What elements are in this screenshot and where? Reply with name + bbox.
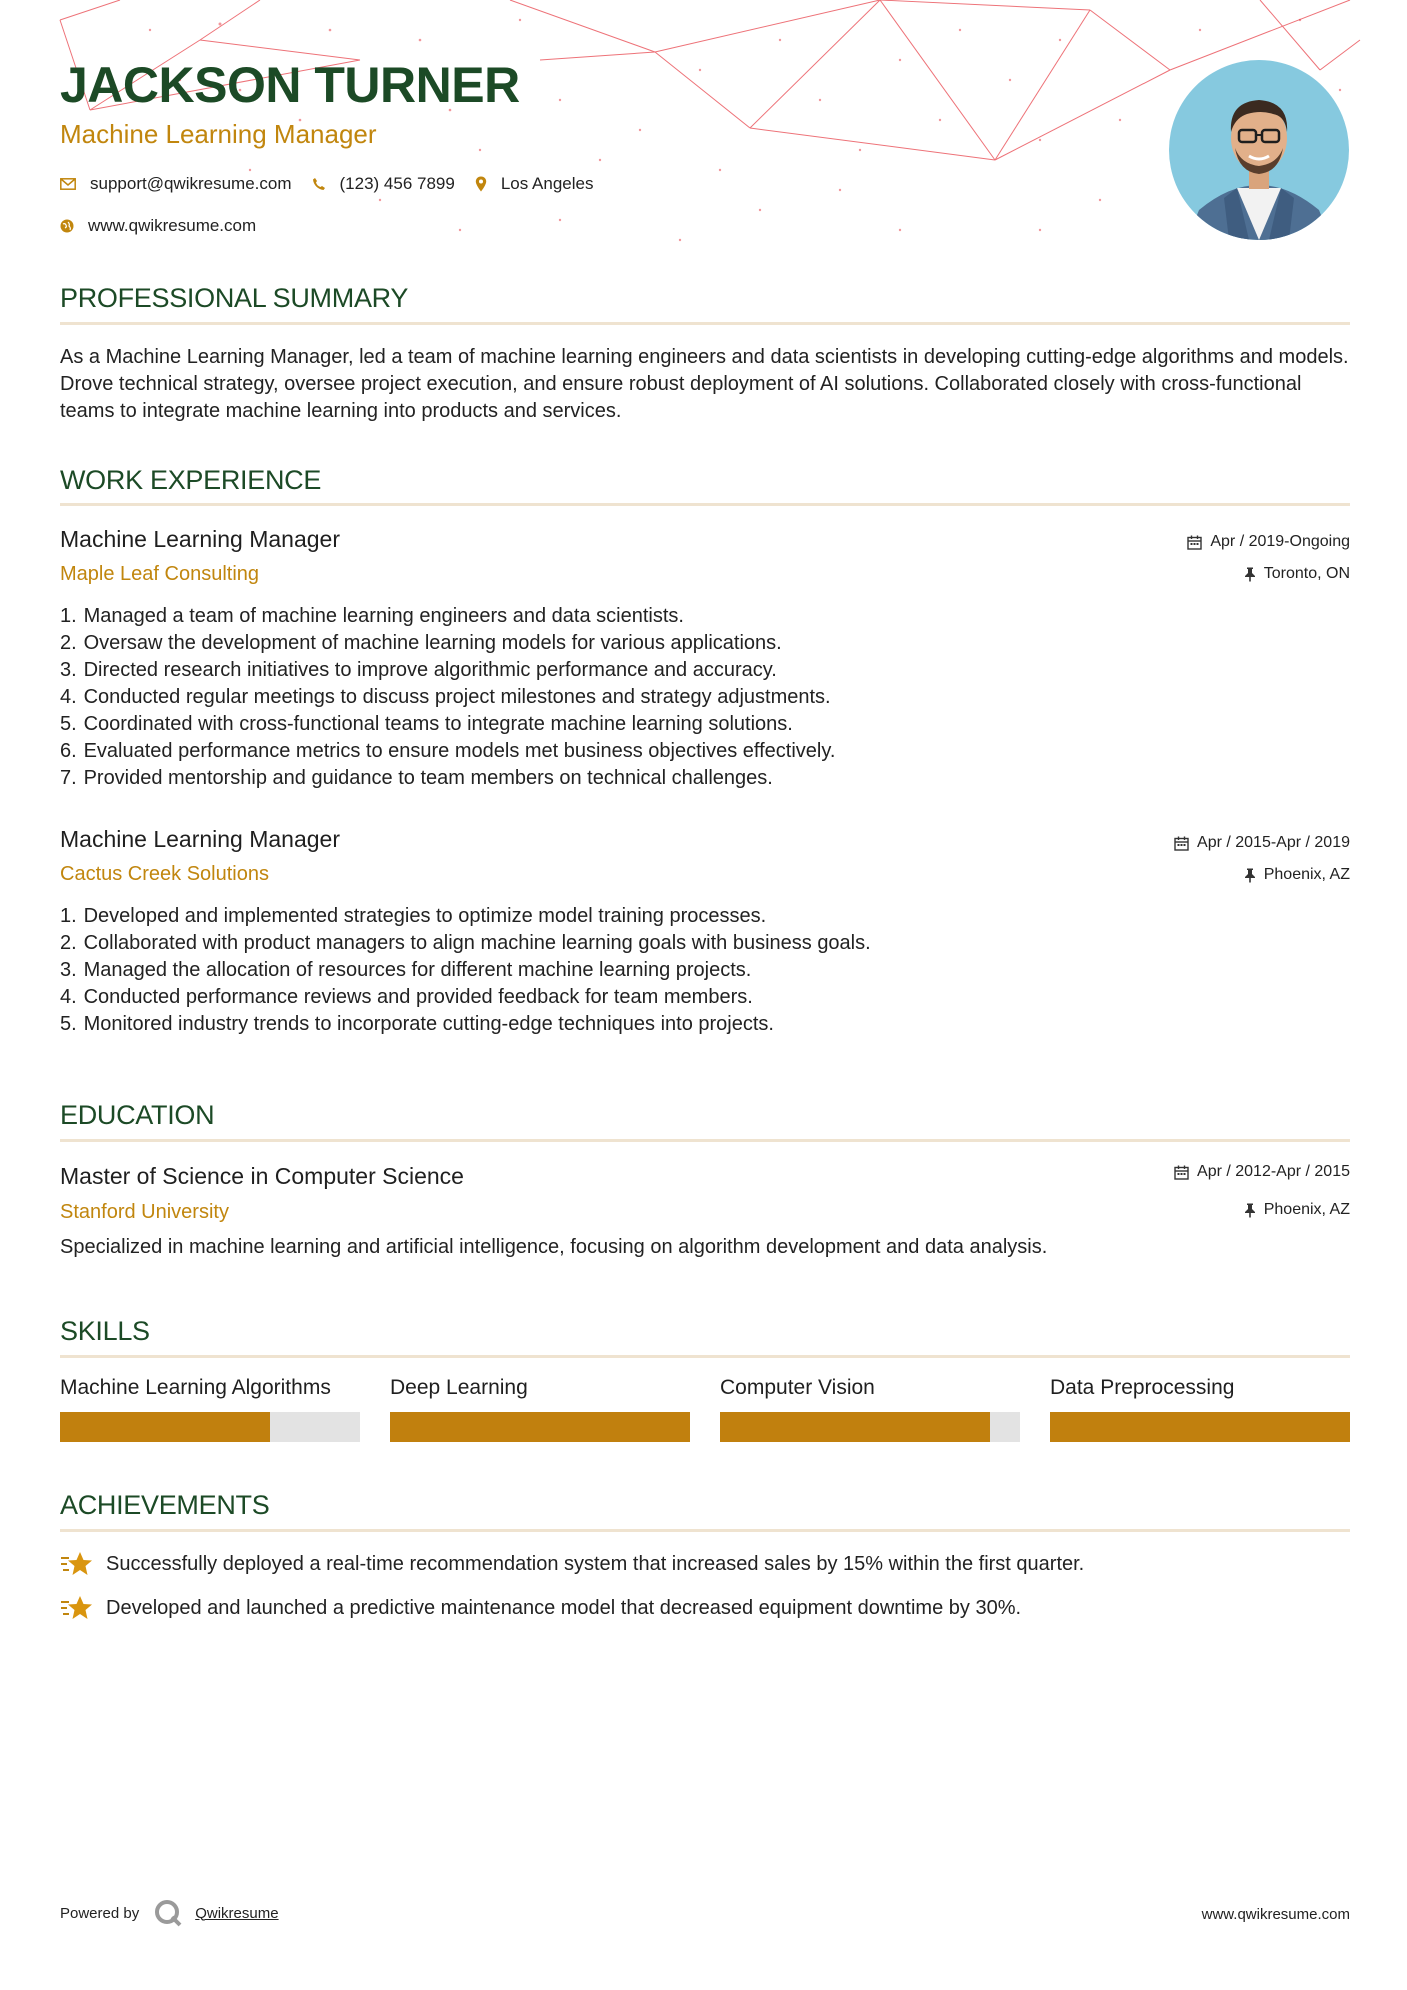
job-1-company: Maple Leaf Consulting [60,563,260,585]
phone-contact[interactable] [312,174,455,194]
powered-by-label: Powered by [60,1904,140,1922]
skill-bar-track [720,1412,1020,1442]
job-1-location [1244,565,1350,583]
skill-label: Machine Learning Algorithms [60,1376,331,1399]
achievements-heading: ACHIEVEMENTS [60,1490,270,1520]
list-item: 5. Monitored industry trends to incorporate cutting-edge techniques into projects. [60,1013,774,1035]
footer-website[interactable]: www.qwikresume.com [1201,1906,1350,1923]
skill-bar-fill [720,1412,990,1442]
job-2-title: Machine Learning Manager [60,826,341,852]
education-heading: EDUCATION [60,1100,215,1130]
experience-heading: WORK EXPERIENCE [60,465,322,495]
education-degree: Master of Science in Computer Science [60,1163,464,1189]
skill-label: Deep Learning [390,1376,528,1399]
education-dates [1174,1163,1350,1181]
job-2-company: Cactus Creek Solutions [60,863,269,885]
list-item: 2. Collaborated with product managers to align machine learning goals with business goals. [60,932,871,954]
achievement-text: Developed and launched a predictive maintenance model that decreased equipment downtime by 30%. [106,1596,1022,1619]
calendar-icon [1174,1165,1189,1180]
job-1-location-text: Toronto, ON [1263,565,1350,582]
map-pin-icon [475,176,487,192]
list-item: 3. Directed research initiatives to improve algorithmic performance and accuracy. [60,659,777,681]
education-dates-text: Apr / 2012-Apr / 2015 [1197,1163,1350,1180]
pushpin-icon [1244,1203,1256,1218]
email-contact[interactable] [60,174,292,194]
job-2-location [1244,866,1350,884]
skill-bar-track [60,1412,360,1442]
list-item: 5. Coordinated with cross-functional teams to integrate machine learning solutions. [60,713,793,735]
calendar-icon [1187,535,1202,550]
education-school: Stanford University [60,1201,229,1223]
email-text: support@qwikresume.com [90,174,292,193]
skill-bar-track [1050,1412,1350,1442]
achievement-item [60,1594,1021,1622]
footer-powered-by [60,1898,279,1928]
job-2-bullets [60,903,871,1038]
contact-row-secondary [60,216,276,236]
skill-bar-fill [60,1412,270,1442]
job-2-dates-text: Apr / 2015-Apr / 2019 [1197,834,1350,851]
pushpin-icon [1244,567,1256,582]
star-award-icon [60,1550,94,1578]
location-contact [475,174,594,194]
list-item: 4. Conducted regular meetings to discuss project milestones and strategy adjustments. [60,686,831,708]
skill-label: Computer Vision [720,1376,875,1399]
skill-label: Data Preprocessing [1050,1376,1235,1399]
profile-photo [1169,60,1349,240]
summary-divider [60,322,1350,325]
candidate-name: JACKSON TURNER [60,57,520,113]
achievements-divider [60,1529,1350,1532]
job-2-dates [1174,834,1350,852]
skill-item [1050,1376,1350,1442]
skill-bar-track [390,1412,690,1442]
list-item: 7. Provided mentorship and guidance to team members on technical challenges. [60,767,773,789]
skills-heading: SKILLS [60,1316,150,1346]
job-1-dates-text: Apr / 2019-Ongoing [1210,533,1350,550]
education-divider [60,1139,1350,1142]
skill-bar-fill [390,1412,690,1442]
summary-heading: PROFESSIONAL SUMMARY [60,283,409,313]
phone-text: (123) 456 7899 [339,174,455,193]
website-text: www.qwikresume.com [88,216,257,235]
website-contact[interactable] [60,216,256,236]
contact-row-primary [60,174,613,194]
avatar-illustration [1169,60,1349,240]
list-item: 6. Evaluated performance metrics to ensure models met business objectives effectively. [60,740,836,762]
qwikresume-link[interactable]: Qwikresume [195,1904,279,1922]
pushpin-icon [1244,868,1256,883]
skill-item [390,1376,690,1442]
list-item: 1. Managed a team of machine learning engineers and data scientists. [60,605,684,627]
education-location-text: Phoenix, AZ [1263,1201,1350,1218]
job-2-location-text: Phoenix, AZ [1263,866,1350,883]
education-location [1244,1201,1350,1219]
list-item: 1. Developed and implemented strategies to optimize model training processes. [60,905,767,927]
job-1-dates [1187,533,1350,551]
achievement-text: Successfully deployed a real-time recommendation system that increased sales by 15% within the first quarter. [106,1552,1085,1575]
star-award-icon [60,1594,94,1622]
calendar-icon [1174,836,1189,851]
job-1-title: Machine Learning Manager [60,526,341,552]
candidate-title: Machine Learning Manager [60,119,377,149]
job-1-bullets [60,603,835,792]
list-item: 2. Oversaw the development of machine learning models for various applications. [60,632,782,654]
phone-icon [312,177,326,191]
skill-bar-fill [1050,1412,1350,1442]
qwikresume-logo-icon [153,1898,183,1928]
globe-icon [60,219,74,233]
location-text: Los Angeles [500,174,594,193]
achievement-item [60,1550,1084,1578]
skills-divider [60,1355,1350,1358]
summary-text: As a Machine Learning Manager, led a team of machine learning engineers and data scientists in developing cutting-edge algorithms and models. Drove technical strategy, oversee project execution, and ensure robust deployment of AI solutions. Collaborated closely with cross-functional teams to integrate machine learning into products and services. [60,346,1349,422]
skill-item [60,1376,360,1442]
list-item: 4. Conducted performance reviews and provided feedback for team members. [60,986,753,1008]
list-item: 3. Managed the allocation of resources for different machine learning projects. [60,959,752,981]
education-description: Specialized in machine learning and artificial intelligence, focusing on algorithm development and data analysis. [60,1236,1048,1258]
experience-divider [60,503,1350,506]
envelope-icon [60,178,76,190]
skill-item [720,1376,1020,1442]
